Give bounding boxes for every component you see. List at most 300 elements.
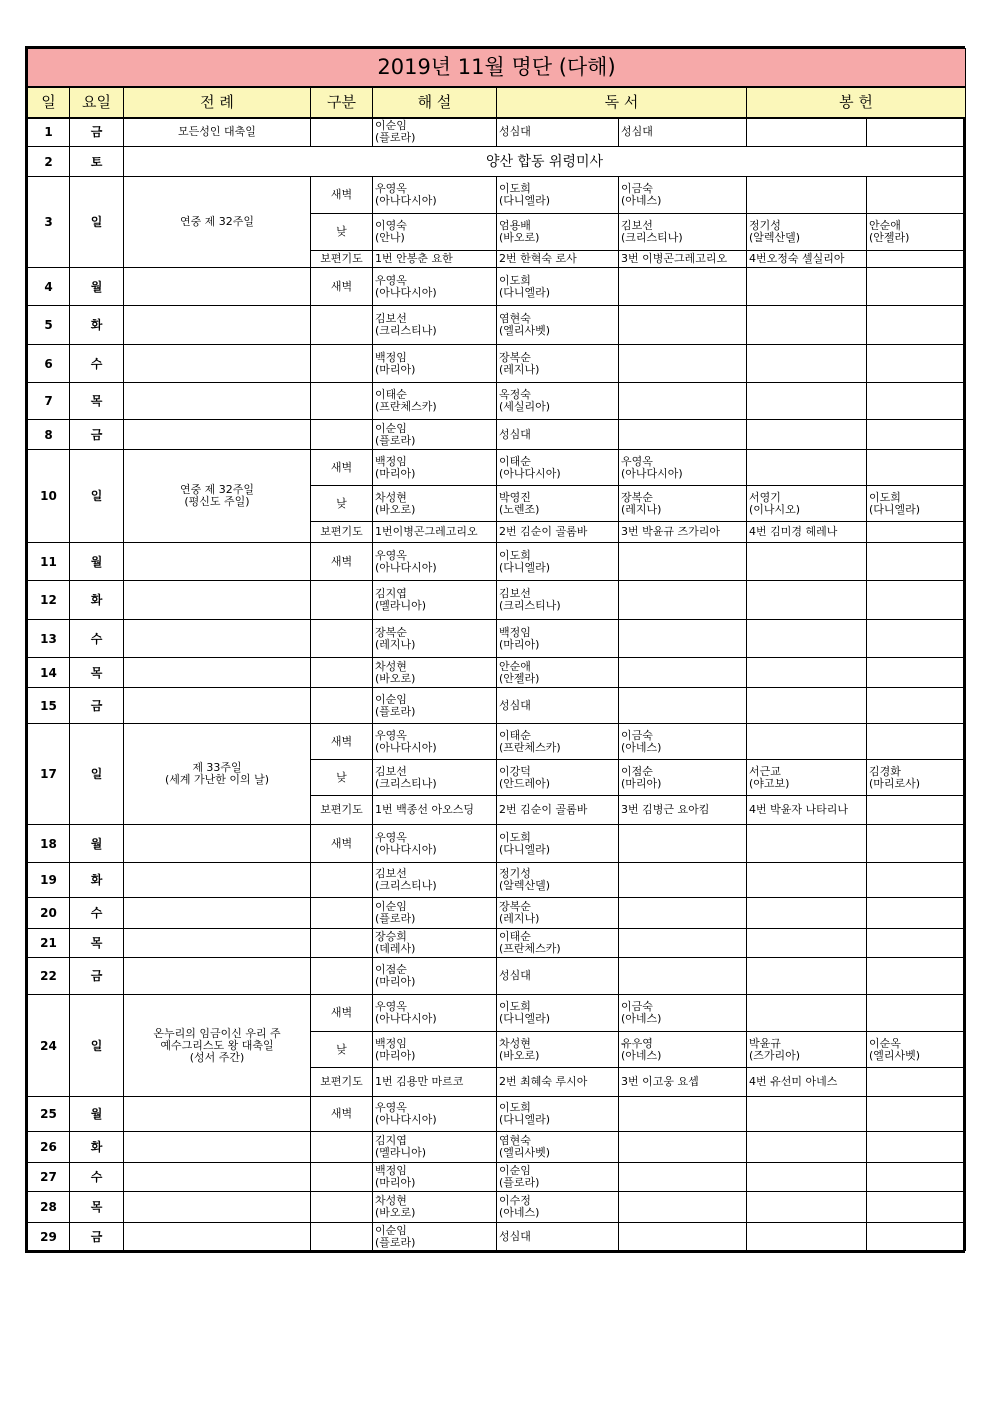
baptismal-name: (플로라) (375, 433, 416, 447)
reading-1-cell (497, 306, 619, 345)
person-name: 이순임 (375, 119, 407, 133)
page-title: 2019년 11월 명단 (다해) (28, 49, 966, 87)
person-name: 이도희 (499, 830, 531, 844)
person-name: 1번 김용만 마르코 (375, 1075, 464, 1088)
person-name: 4번 김미경 헤레나 (749, 525, 838, 538)
type-cell (311, 383, 373, 420)
type-cell (311, 420, 373, 450)
commentary-cell (373, 760, 497, 796)
baptismal-name: (다니엘라) (499, 194, 551, 207)
baptismal-name: (크리스티나) (375, 879, 437, 892)
commentary-cell (373, 796, 497, 825)
commentary-cell (373, 1097, 497, 1132)
person-name: 이도희 (499, 273, 531, 287)
offering-1-cell (747, 863, 867, 898)
day-cell: 8 (28, 420, 70, 450)
person-name: 김보선 (375, 764, 407, 778)
person-name: 2번 최혜숙 루시아 (499, 1075, 588, 1088)
baptismal-name: (프란체스카) (499, 740, 561, 754)
roster-document (25, 46, 965, 1253)
reading-2-cell (619, 929, 747, 958)
header-day: 일 (28, 87, 70, 118)
reading-1-cell (497, 420, 619, 450)
commentary-cell (373, 898, 497, 929)
table-row (28, 1223, 966, 1251)
reading-2-cell (619, 958, 747, 995)
offering-2-cell (867, 724, 966, 760)
reading-1-cell (497, 581, 619, 620)
person-name: 엄용배 (499, 219, 531, 232)
liturgy-cell (124, 543, 311, 581)
baptismal-name: (마리아) (375, 466, 416, 480)
person-name: 김보선 (621, 219, 653, 232)
baptismal-name: (마리아) (375, 975, 416, 988)
person-name: 이태순 (499, 728, 531, 742)
table-row (28, 450, 966, 486)
commentary-cell (373, 522, 497, 543)
weekday-cell: 금 (70, 118, 124, 147)
type-cell: 새벽 (311, 724, 373, 760)
offering-2-cell (867, 214, 966, 251)
liturgy-cell (124, 620, 311, 658)
offering-2-cell (867, 450, 966, 486)
type-cell: 새벽 (311, 543, 373, 581)
reading-2-cell (619, 214, 747, 251)
person-name: 우영옥 (621, 454, 653, 468)
reading-2-cell (619, 581, 747, 620)
offering-1-cell (747, 251, 867, 268)
reading-1-cell (497, 1132, 619, 1163)
person-name: 이순임 (375, 1223, 407, 1237)
liturgy-cell (124, 688, 311, 724)
table-row (28, 306, 966, 345)
baptismal-name: (안젤라) (869, 231, 910, 244)
weekday-cell: 목 (70, 1192, 124, 1223)
day-cell: 3 (28, 177, 70, 268)
person-name: 염현숙 (499, 1134, 531, 1147)
person-name: 이점순 (375, 963, 407, 976)
reading-1-cell (497, 251, 619, 268)
table-row (28, 1192, 966, 1223)
day-cell: 14 (28, 658, 70, 688)
commentary-cell (373, 1132, 497, 1163)
type-cell: 새벽 (311, 995, 373, 1032)
day-cell: 27 (28, 1163, 70, 1192)
person-name: 정기성 (499, 867, 531, 880)
baptismal-name: (마리아) (375, 1176, 416, 1189)
baptismal-name: (멜라니아) (375, 599, 427, 612)
day-cell: 11 (28, 543, 70, 581)
liturgy-cell (124, 581, 311, 620)
baptismal-name: (다니엘라) (869, 502, 921, 516)
type-cell (311, 688, 373, 724)
person-name: 이점순 (621, 764, 653, 778)
baptismal-name: (이나시오) (749, 502, 801, 516)
reading-2-cell (619, 450, 747, 486)
day-cell: 25 (28, 1097, 70, 1132)
person-name: 성심대 (499, 427, 531, 441)
weekday-cell: 월 (70, 1097, 124, 1132)
type-cell: 낮 (311, 760, 373, 796)
person-name: 이태순 (375, 388, 407, 401)
person-name: 1번 백종선 아오스딩 (375, 803, 474, 816)
reading-2-cell (619, 306, 747, 345)
weekday-cell: 화 (70, 306, 124, 345)
baptismal-name: (엘리사벳) (499, 1146, 551, 1159)
person-name: 안순애 (869, 219, 901, 232)
person-name: 김보선 (375, 312, 407, 325)
baptismal-name: (안드레아) (499, 776, 551, 790)
person-name: 3번 이고웅 요셉 (621, 1075, 699, 1088)
person-name: 이금숙 (621, 182, 653, 195)
type-cell: 낮 (311, 1032, 373, 1068)
baptismal-name: (아네스) (621, 740, 662, 754)
person-name: 이태순 (499, 454, 531, 468)
person-name: 이금숙 (621, 728, 653, 742)
baptismal-name: (마리아) (375, 362, 416, 376)
liturgy-line: 연중 제 32주일 (179, 215, 255, 228)
baptismal-name: (멜라니아) (375, 1146, 427, 1159)
reading-1-cell (497, 268, 619, 306)
day-cell: 6 (28, 345, 70, 383)
offering-2-cell (867, 543, 966, 581)
person-name: 장복순 (375, 625, 407, 639)
baptismal-name: (마리아) (621, 776, 662, 790)
offering-2-cell (867, 898, 966, 929)
offering-2-cell (867, 251, 966, 268)
reading-1-cell (497, 1097, 619, 1132)
weekday-cell: 토 (70, 147, 124, 177)
commentary-cell (373, 620, 497, 658)
day-cell: 15 (28, 688, 70, 724)
person-name: 염현숙 (499, 312, 531, 325)
type-cell: 보편기도 (311, 796, 373, 825)
table-row (28, 177, 966, 214)
baptismal-name: (프란체스카) (499, 942, 561, 955)
offering-1-cell (747, 825, 867, 863)
day-cell: 17 (28, 724, 70, 825)
person-name: 이금숙 (621, 1000, 653, 1013)
person-name: 정기성 (749, 219, 781, 232)
liturgy-line: 제 33주일 (192, 761, 242, 774)
offering-1-cell (747, 450, 867, 486)
person-name: 김보선 (499, 587, 531, 600)
reading-2-cell (619, 724, 747, 760)
baptismal-name: (다니엘라) (499, 560, 551, 574)
type-cell: 새벽 (311, 177, 373, 214)
commentary-cell (373, 383, 497, 420)
day-cell: 1 (28, 118, 70, 147)
person-name: 이태순 (499, 930, 531, 943)
weekday-cell: 목 (70, 929, 124, 958)
baptismal-name: (바오로) (375, 502, 416, 516)
offering-1-cell (747, 1032, 867, 1068)
person-name: 성심대 (499, 125, 531, 139)
weekday-cell: 일 (70, 724, 124, 825)
baptismal-name: (야고보) (749, 776, 790, 790)
reading-1-cell (497, 383, 619, 420)
reading-1-cell (497, 620, 619, 658)
weekday-cell: 월 (70, 268, 124, 306)
person-name: 장복순 (499, 900, 531, 913)
offering-2-cell (867, 995, 966, 1032)
reading-2-cell (619, 1032, 747, 1068)
baptismal-name: (크리스티나) (621, 231, 683, 244)
commentary-cell (373, 825, 497, 863)
weekday-cell: 수 (70, 345, 124, 383)
baptismal-name: (아나다시아) (375, 1012, 437, 1025)
person-name: 차성현 (375, 1194, 407, 1207)
commentary-cell (373, 688, 497, 724)
offering-2-cell (867, 1032, 966, 1068)
reading-2-cell (619, 796, 747, 825)
offering-1-cell (747, 929, 867, 958)
baptismal-name: (바오로) (499, 1048, 540, 1062)
day-cell: 24 (28, 995, 70, 1097)
weekday-cell: 월 (70, 543, 124, 581)
table-row (28, 863, 966, 898)
person-name: 4번 박윤자 나타리나 (749, 803, 848, 816)
reading-1-cell (497, 760, 619, 796)
commentary-cell (373, 420, 497, 450)
reading-2-cell (619, 1097, 747, 1132)
liturgy-cell (124, 724, 311, 825)
offering-2-cell (867, 345, 966, 383)
reading-2-cell (619, 1223, 747, 1251)
weekday-cell: 금 (70, 420, 124, 450)
reading-2-cell (619, 688, 747, 724)
commentary-cell (373, 214, 497, 251)
reading-2-cell (619, 251, 747, 268)
day-cell: 19 (28, 863, 70, 898)
reading-1-cell (497, 724, 619, 760)
liturgy-cell (124, 958, 311, 995)
reading-2-cell (619, 898, 747, 929)
weekday-cell: 수 (70, 898, 124, 929)
person-name: 이순임 (499, 1164, 531, 1177)
commentary-cell (373, 345, 497, 383)
commentary-cell (373, 958, 497, 995)
type-cell: 보편기도 (311, 251, 373, 268)
person-name: 이순임 (375, 900, 407, 913)
table-row (28, 543, 966, 581)
header-offering: 봉 헌 (747, 87, 966, 118)
baptismal-name: (아나다시아) (499, 466, 561, 480)
table-row (28, 1132, 966, 1163)
person-name: 우영옥 (375, 830, 407, 844)
reading-1-cell (497, 1032, 619, 1068)
type-cell (311, 1163, 373, 1192)
baptismal-name: (아네스) (621, 1048, 662, 1062)
baptismal-name: (아나다시아) (621, 466, 683, 480)
baptismal-name: (안나) (375, 231, 405, 244)
baptismal-name: (바오로) (375, 671, 416, 685)
reading-2-cell (619, 345, 747, 383)
baptismal-name: (아나다시아) (375, 1113, 437, 1126)
reading-2-cell (619, 863, 747, 898)
day-cell: 29 (28, 1223, 70, 1251)
person-name: 백정임 (375, 1036, 407, 1050)
type-cell (311, 581, 373, 620)
reading-1-cell (497, 929, 619, 958)
offering-1-cell (747, 796, 867, 825)
type-cell (311, 958, 373, 995)
table-row (28, 1097, 966, 1132)
baptismal-name: (플로라) (375, 704, 416, 718)
baptismal-name: (다니엘라) (499, 285, 551, 299)
commentary-cell (373, 929, 497, 958)
person-name: 이도희 (869, 490, 901, 504)
liturgy-line: (성서 주간) (189, 1050, 245, 1064)
commentary-cell (373, 863, 497, 898)
header-type: 구분 (311, 87, 373, 118)
weekday-cell: 수 (70, 620, 124, 658)
offering-1-cell (747, 724, 867, 760)
weekday-cell: 수 (70, 1163, 124, 1192)
person-name: 1번이병곤그레고리오 (375, 525, 478, 538)
commentary-cell (373, 1223, 497, 1251)
commentary-cell (373, 1032, 497, 1068)
type-cell (311, 1223, 373, 1251)
person-name: 4번 유선미 아네스 (749, 1075, 838, 1088)
offering-2-cell (867, 581, 966, 620)
liturgy-cell (124, 995, 311, 1097)
person-name: 이도희 (499, 548, 531, 562)
table-row (28, 825, 966, 863)
person-name: 안순애 (499, 659, 531, 673)
offering-2-cell (867, 1223, 966, 1251)
baptismal-name: (레지나) (621, 502, 662, 516)
baptismal-name: (다니엘라) (499, 1012, 551, 1025)
liturgy-cell (124, 929, 311, 958)
baptismal-name: (즈가리아) (749, 1048, 801, 1062)
person-name: 백정임 (375, 454, 407, 468)
table-row (28, 420, 966, 450)
table-row (28, 658, 966, 688)
baptismal-name: (안젤라) (499, 671, 540, 685)
reading-1-cell (497, 543, 619, 581)
baptismal-name: (마리아) (375, 1048, 416, 1062)
table-row (28, 724, 966, 760)
offering-2-cell (867, 825, 966, 863)
baptismal-name: (다니엘라) (499, 842, 551, 856)
commentary-cell (373, 177, 497, 214)
weekday-cell: 금 (70, 688, 124, 724)
weekday-cell: 금 (70, 1223, 124, 1251)
reading-2-cell (619, 268, 747, 306)
offering-1-cell (747, 177, 867, 214)
offering-2-cell (867, 522, 966, 543)
commentary-cell (373, 486, 497, 522)
baptismal-name: (바오로) (375, 1206, 416, 1219)
reading-2-cell (619, 118, 747, 147)
person-name: 성심대 (499, 698, 531, 712)
person-name: 이도희 (499, 182, 531, 195)
reading-2-cell (619, 658, 747, 688)
commentary-cell (373, 1068, 497, 1097)
baptismal-name: (크리스티나) (375, 776, 437, 790)
reading-2-cell (619, 177, 747, 214)
reading-1-cell (497, 345, 619, 383)
offering-2-cell (867, 796, 966, 825)
reading-2-cell (619, 1192, 747, 1223)
offering-2-cell (867, 760, 966, 796)
person-name: 장승희 (375, 930, 407, 943)
person-name: 이도희 (499, 1000, 531, 1013)
baptismal-name: (크리스티나) (499, 599, 561, 612)
offering-1-cell (747, 1068, 867, 1097)
reading-1-cell (497, 995, 619, 1032)
day-cell: 18 (28, 825, 70, 863)
person-name: 우영옥 (375, 1101, 407, 1114)
commentary-cell (373, 1192, 497, 1223)
commentary-cell (373, 724, 497, 760)
baptismal-name: (플로라) (375, 1235, 416, 1249)
header-row (28, 87, 966, 118)
liturgy-line: 예수그리스도 왕 대축일 (160, 1038, 274, 1052)
baptismal-name: (아나다시아) (375, 842, 437, 856)
offering-1-cell (747, 522, 867, 543)
offering-2-cell (867, 118, 966, 147)
offering-2-cell (867, 658, 966, 688)
commentary-cell (373, 995, 497, 1032)
person-name: 4번오정숙 셀실리아 (749, 252, 845, 265)
offering-2-cell (867, 958, 966, 995)
type-cell (311, 658, 373, 688)
day-cell: 12 (28, 581, 70, 620)
offering-2-cell (867, 1097, 966, 1132)
weekday-cell: 화 (70, 863, 124, 898)
person-name: 우영옥 (375, 728, 407, 742)
offering-2-cell (867, 620, 966, 658)
weekday-cell: 목 (70, 658, 124, 688)
person-name: 이순임 (375, 421, 407, 435)
offering-2-cell (867, 1132, 966, 1163)
baptismal-name: (마리아) (499, 637, 540, 651)
reading-1-cell (497, 863, 619, 898)
offering-2-cell (867, 420, 966, 450)
table-row (28, 383, 966, 420)
offering-1-cell (747, 383, 867, 420)
person-name: 우영옥 (375, 1000, 407, 1013)
person-name: 우영옥 (375, 182, 407, 195)
type-cell (311, 1132, 373, 1163)
baptismal-name: (다니엘라) (499, 1113, 551, 1126)
table-row (28, 620, 966, 658)
day-cell: 7 (28, 383, 70, 420)
baptismal-name: (엘리사벳) (499, 324, 551, 337)
type-cell (311, 863, 373, 898)
liturgy-cell (124, 898, 311, 929)
person-name: 3번 박윤규 즈가리아 (621, 525, 720, 538)
person-name: 이순옥 (869, 1036, 901, 1050)
weekday-cell: 일 (70, 177, 124, 268)
table-row (28, 268, 966, 306)
offering-1-cell (747, 1192, 867, 1223)
person-name: 차성현 (375, 659, 407, 673)
type-cell: 새벽 (311, 450, 373, 486)
person-name: 장복순 (621, 490, 653, 504)
commentary-cell (373, 450, 497, 486)
liturgy-cell (124, 268, 311, 306)
liturgy-line: 온누리의 임금이신 우리 주 (153, 1026, 281, 1040)
baptismal-name: (플로라) (499, 1176, 540, 1189)
offering-1-cell (747, 306, 867, 345)
baptismal-name: (데레사) (375, 942, 416, 955)
baptismal-name: (프란체스카) (375, 400, 437, 413)
offering-1-cell (747, 898, 867, 929)
baptismal-name: (아나다시아) (375, 560, 437, 574)
